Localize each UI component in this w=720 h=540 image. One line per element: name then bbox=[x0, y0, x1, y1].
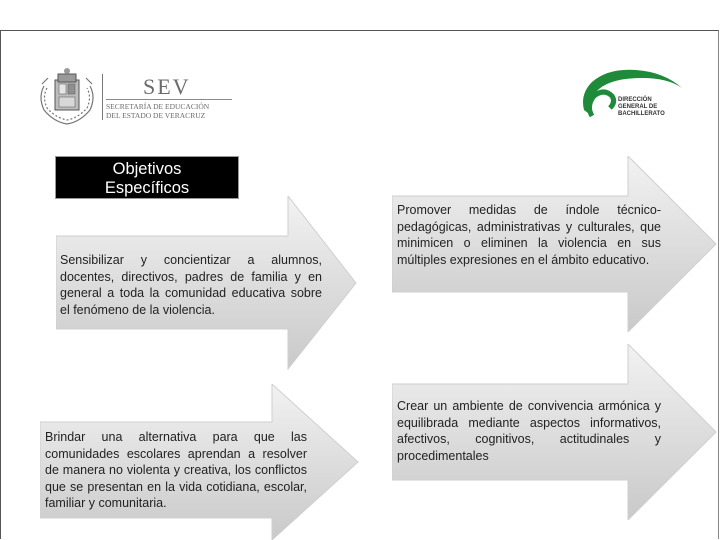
objective-text-3: Promover medidas de índole técnico-pedagógicas, administrativas y culturales, que minimicen o eliminen la violencia en sus múltiples expresiones en el ámbito educativo. bbox=[397, 203, 661, 267]
sev-subtitle bbox=[106, 102, 209, 120]
logo-rule bbox=[106, 99, 232, 100]
objectives-title-line2: Específicos bbox=[104, 179, 190, 197]
objectives-title-line1: Objetivos bbox=[112, 160, 182, 178]
sev-subtitle-line2: DEL ESTADO DE VERACRUZ bbox=[106, 111, 206, 120]
sev-logo bbox=[36, 66, 236, 128]
objective-arrow-3 bbox=[392, 156, 718, 332]
logo-divider bbox=[102, 74, 103, 120]
dgb-logo bbox=[578, 66, 688, 122]
sev-subtitle-line1: SECRETARÍA DE EDUCACIÓN bbox=[106, 102, 210, 111]
dgb-text: DIRECCIÓN GENERAL DE BACHILLERATO bbox=[618, 97, 665, 117]
coat-of-arms-icon bbox=[36, 66, 98, 128]
objective-arrow-1 bbox=[56, 196, 358, 370]
objective-arrow-4 bbox=[392, 344, 718, 520]
objective-text-4: Crear un ambiente de convivencia armónica y equilibrada mediante aspectos informativos, afectivos, cognitivos, actitudinales y procedimentales bbox=[397, 399, 661, 463]
objectives-title bbox=[55, 156, 239, 199]
objective-arrow-2 bbox=[40, 384, 360, 540]
objective-text-2: Brindar una alternativa para que las comunidades escolares aprendan a resolver de manera no violenta y creativa, los conflictos que se presentan en la vida cotidiana, escolar, familiar y comunitaria. bbox=[45, 430, 307, 510]
objective-text-1: Sensibilizar y concientizar a alumnos, docentes, directivos, padres de familia y en general a toda la comunidad educativa sobre el fenómeno de la violencia. bbox=[60, 253, 322, 317]
sev-title: SEV bbox=[143, 74, 191, 99]
